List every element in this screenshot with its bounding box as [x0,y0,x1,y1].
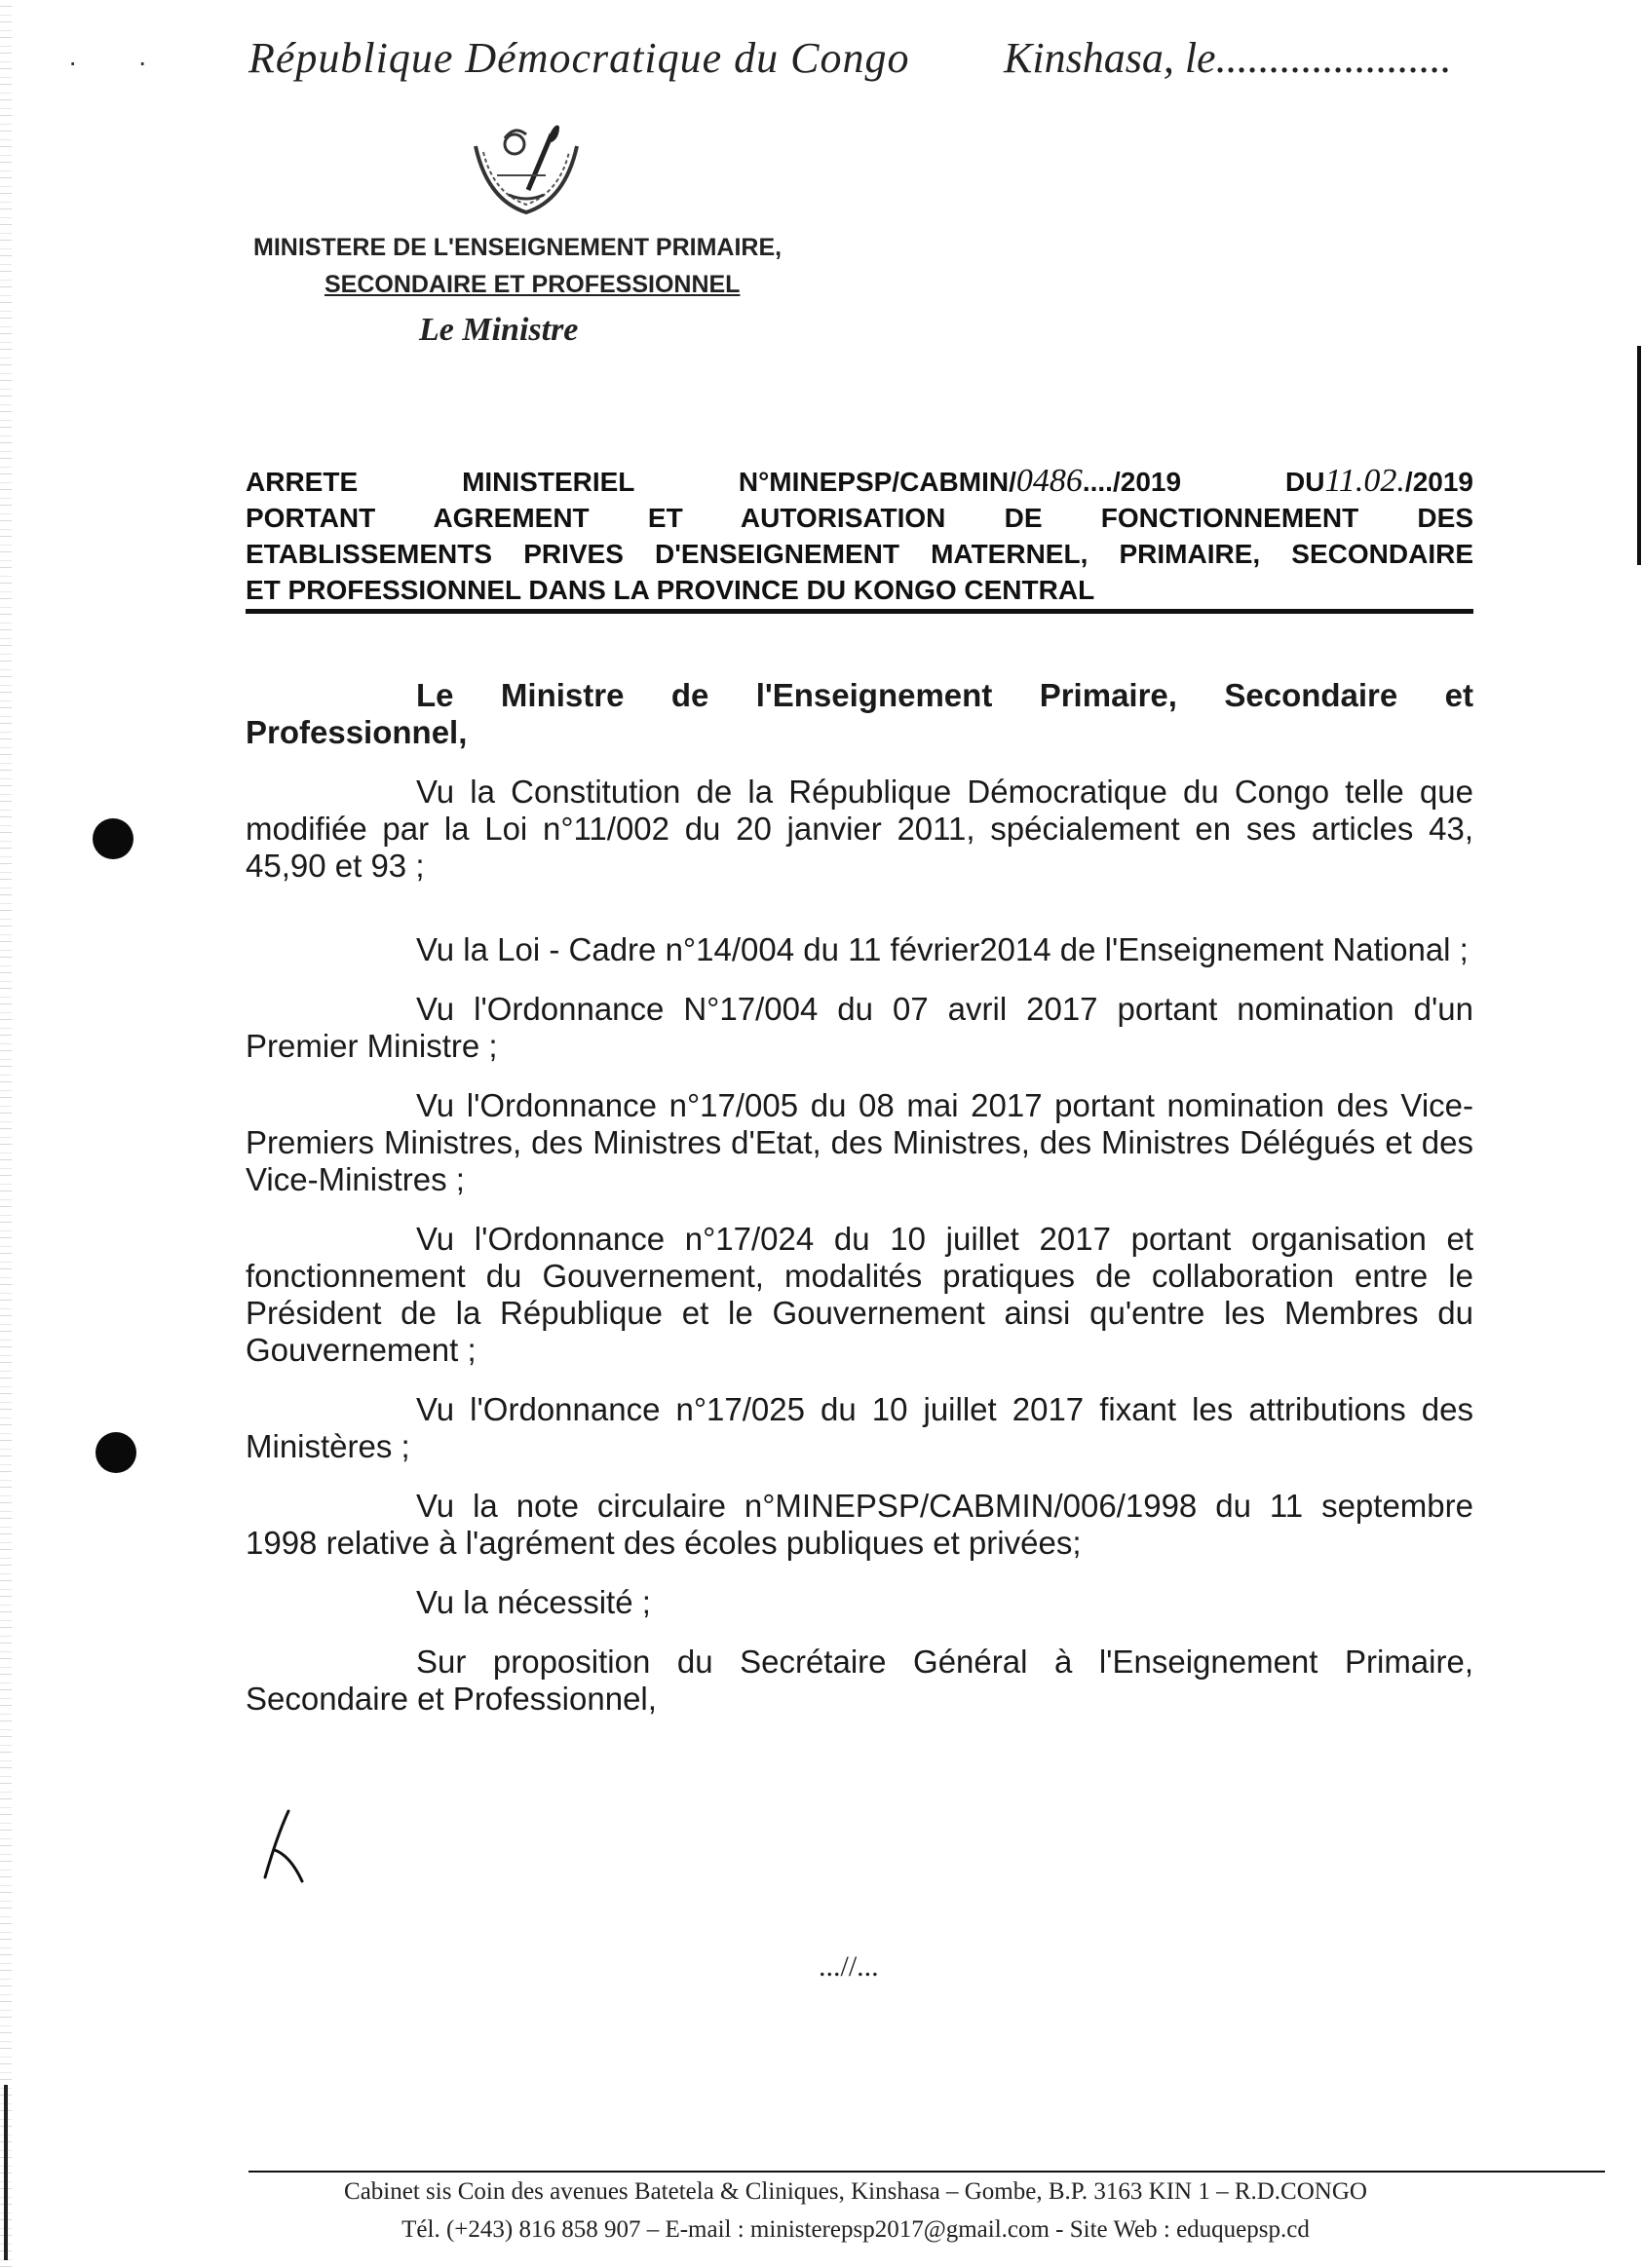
considerant-loi-cadre: Vu la Loi - Cadre n°14/004 du 11 février2014 de l'Enseignement National ; [416,931,1469,967]
considerant-ordonnance-attributions: Vu l'Ordonnance n°17/025 du 10 juillet 2017 fixant les attributions des Ministères ; [246,1391,1473,1464]
footer-contact: Tél. (+243) 816 858 907 – E-mail : ministerepsp2017@gmail.com - Site Web : eduquepsp.cd [401,2216,1310,2243]
ministry-name-line2: SECONDAIRE ET PROFESSIONNEL [325,271,741,298]
considerant-note-circulaire: Vu la note circulaire n°MINEPSP/CABMIN/006/1998 du 11 septembre 1998 relative à l'agrément des écoles publiques et privées; [246,1488,1473,1561]
coat-of-arms-emblem [458,117,594,224]
arrete-ref-middle: /2019 DU [1112,467,1325,497]
footer-rule [248,2171,1605,2173]
right-margin-mark [1637,346,1641,565]
minister-title: Le Ministre [419,312,579,348]
arrete-line2: PORTANT AGREMENT ET AUTORISATION DE FONCTIONNEMENT DES [246,503,1473,533]
footer-address: Cabinet sis Coin des avenues Batetela & Cliniques, Kinshasa – Gombe, B.P. 3163 KIN 1 – R.D.CONGO [344,2178,1367,2205]
arrete-title [246,463,1473,608]
header-place-date: Kinshasa, le...................... [1004,34,1452,82]
handwritten-initial-mark [255,1807,314,1885]
header-country: République Démocratique du Congo [248,34,910,82]
considerant-ordonnance-premier-ministre: Vu l'Ordonnance N°17/004 du 07 avril 2017 portant nomination d'un Premier Ministre ; [246,991,1473,1064]
scan-edge-mark [4,2085,8,2260]
handwritten-date: 11.02. [1324,463,1405,499]
arrete-line3: ETABLISSEMENTS PRIVES D'ENSEIGNEMENT MATERNEL, PRIMAIRE, SECONDAIRE [246,539,1473,569]
considerant-constitution: Vu la Constitution de la République Démocratique du Congo telle que modifiée par la Loi n°11/002 du 20 janvier 2011, spécialement en ses articles 43, 45,90 et 93 ; [246,774,1473,884]
document-body [246,677,1473,1740]
scan-edge-noise [0,0,12,2268]
punch-hole-mark [95,1432,136,1473]
arrete-ref-year: /2019 [1404,467,1473,497]
punch-hole-mark [93,818,134,859]
ministry-name-line1: MINISTERE DE L'ENSEIGNEMENT PRIMAIRE, [253,234,783,261]
considerant-proposition: Sur proposition du Secrétaire Général à l'Enseignement Primaire, Secondaire et Professionnel, [246,1644,1473,1717]
title-underline-rule [246,609,1473,614]
arrete-line4: ET PROFESSIONNEL DANS LA PROVINCE DU KONGO CENTRAL [246,575,1095,605]
arrete-ref-prefix: ARRETE MINISTERIEL N°MINEPSP/CABMIN/ [246,467,1016,497]
arrete-line1: ARRETE MINISTERIEL N°MINEPSP/CABMIN/0486..../2019 DU11.02./2019 [246,463,1473,499]
considerant-ordonnance-gouvernement: Vu l'Ordonnance n°17/024 du 10 juillet 2017 portant organisation et fonctionnement du Gouvernement, modalités pratiques de collaboration entre le Président de la République et le Gouvernement ainsi qu'entre les Membres du Gouvernement ; [246,1221,1473,1368]
page-continuation-mark: ...//... [819,1950,879,1983]
scan-specks: · · [68,47,147,77]
considerant-necessite: Vu la nécessité ; [416,1584,651,1620]
handwritten-number: 0486 [1015,463,1083,499]
intro-paragraph: Le Ministre de l'Enseignement Primaire, Secondaire et Professionnel, [246,677,1473,750]
considerant-ordonnance-ministres: Vu l'Ordonnance n°17/005 du 08 mai 2017 portant nomination des Vice-Premiers Ministres, des Ministres d'Etat, des Ministres, des Ministres Délégués et des Vice-Ministres ; [246,1087,1473,1197]
